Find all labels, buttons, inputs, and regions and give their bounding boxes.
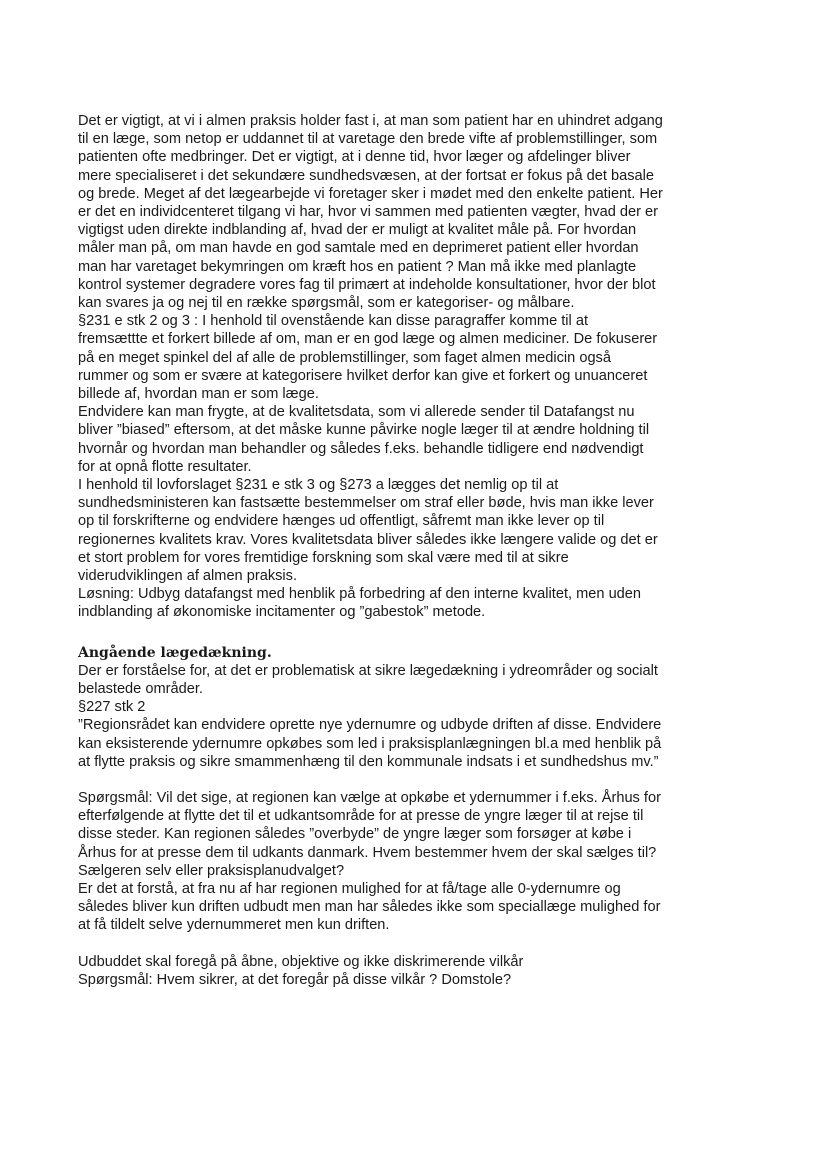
text-line: Spørgsmål: Hvem sikrer, at det foregår på disse vilkår ? Domstole?: [78, 971, 512, 988]
text-line: på en meget spinkel del af alle de problemstillinger, som faget almen medicin også: [78, 349, 611, 366]
text-line: måler man på, om man havde en god samtale med en deprimeret patient eller hvordan: [78, 240, 639, 257]
text-line: sundhedsministeren kan fastsætte bestemmelser om straf eller bøde, hvis man ikke lever: [78, 495, 654, 512]
text-line: således bliver kun driften udbudt men man har således ikke som speciallæge mulighed for: [78, 899, 661, 916]
text-line: regionernes kvalitets krav. Vores kvalitetsdata bliver således ikke længere valide og det er: [78, 531, 658, 548]
text-line: mere specialiseret i det sekundære sundhedsvæsen, at der fortsat er fokus på det basale: [78, 167, 654, 184]
text-line: Endvidere kan man frygte, at de kvalitetsdata, som vi allerede sender til Datafangst nu: [78, 404, 635, 421]
text-line: disse steder. Kan regionen således ”overbyde” de yngre læger som forsøger at købe i: [78, 826, 632, 843]
section-heading: Angående lægedækning.: [78, 644, 272, 661]
text-line: et stort problem for vores fremtidige forskning som skal være med til at sikre: [78, 549, 569, 566]
text-line: belastede områder.: [78, 680, 203, 697]
paragraph-gap: [78, 935, 778, 953]
text-line: ”Regionsrådet kan endvidere oprette nye ydernumre og udbyde driften af disse. Endvidere: [78, 717, 662, 734]
text-line: viderudviklingen af almen praksis.: [78, 568, 298, 585]
concern-paragraph: [78, 403, 778, 476]
document-page: [78, 112, 778, 989]
text-line: Udbuddet skal foregå på åbne, objektive og ikke diskrimerende vilkår: [78, 953, 524, 970]
text-line: kan svares ja og nej til en række spørgsmål, som er kategoriser- og målbare.: [78, 295, 575, 312]
text-line: Sælgeren selv eller praksisplanudvalget?: [78, 862, 345, 879]
text-line: §227 stk 2: [78, 699, 146, 716]
text-line: vigtigst uden direkte indblanding af, hvad der er muligt at kvalitet måle på. For hvordan: [78, 222, 637, 239]
text-line: Der er forståelse for, at det er problematisk at sikre lægedækning i ydreområder og socialt: [78, 662, 658, 679]
text-line: bliver ”biased” eftersom, at det måske kunne påvirke nogle læger til at ændre holdning til: [78, 422, 650, 439]
text-line: kan eksisterende ydernumre opkøbes som led i praksisplanlægningen bl.a med henblik på: [78, 735, 662, 752]
text-line: indblanding af økonomiske incitamenter og ”gabestok” metode.: [78, 604, 486, 621]
text-line: op til forskrifterne og endvidere hænges ud offentligt, såfremt man ikke lever op til: [78, 513, 605, 530]
text-line: hvornår og hvordan man behandler og således f.eks. behandle tidligere end nødvendigt: [78, 440, 644, 457]
text-line: rummer og som er svære at kategorisere hvilket derfor kan give et forkert og unuanceret: [78, 367, 648, 384]
text-line: patienten ofte medbringer. Det er vigtigt, at i denne tid, hvor læger og afdelinger bliver: [78, 149, 631, 166]
question-paragraph: [78, 789, 778, 935]
solution-paragraph: [78, 585, 778, 621]
text-line: I henhold til lovforslaget §231 e stk 3 og §273 a lægges det nemlig op til at: [78, 477, 559, 494]
text-line: §231 e stk 2 og 3 : I henhold til ovenstående kan disse paragraffer komme til at: [78, 313, 589, 330]
paragraph-gap: [78, 771, 778, 789]
text-line: er det en individcenteret tilgang vi har, hvor vi sammen med patienten vægter, hvad der er: [78, 204, 659, 221]
coverage-paragraph: [78, 662, 778, 771]
text-line: Løsning: Udbyg datafangst med henblik på forbedring af den interne kvalitet, men uden: [78, 586, 642, 603]
intro-paragraph: [78, 112, 778, 312]
text-line: fremsættte et forkert billede af om, man er en god læge og almen mediciner. De fokuserer: [78, 331, 658, 348]
text-line: at få tildelt selve ydernummeret men kun driften.: [78, 917, 390, 934]
text-line: Det er vigtigt, at vi i almen praksis holder fast i, at man som patient har en uhindret adgang: [78, 113, 663, 129]
text-line: for at opnå flotte resultater.: [78, 458, 252, 475]
text-line: Århus for at presse dem til udkants danmark. Hvem bestemmer hvem der skal sælges til?: [78, 844, 657, 861]
text-line: efterfølgende at flytte det til et udkantsområde for at presse de yngre læger til at rejse til: [78, 808, 644, 825]
text-line: billede af, hvordan man er som læge.: [78, 386, 319, 403]
text-line: Er det at forstå, at fra nu af har regionen mulighed for at få/tage alle 0-ydernumre og: [78, 880, 621, 897]
text-line: og brede. Meget af det lægearbejde vi foretager sker i mødet med den enkelte patient. Her: [78, 185, 663, 202]
text-line: til en læge, som netop er uddannet til at varetage den brede vifte af problemstillinger, som: [78, 131, 658, 148]
text-line: man har varetaget bekymringen om kræft hos en patient ? Man må ikke med planlagte: [78, 258, 637, 275]
paragraph-273: [78, 476, 778, 585]
tender-paragraph: [78, 953, 778, 989]
text-line: Spørgsmål: Vil det sige, at regionen kan vælge at opkøbe et ydernummer i f.eks. Århus for: [78, 789, 661, 806]
paragraph-231: [78, 312, 778, 403]
text-line: at flytte praksis og sikre smammenhæng til den kommunale indsats i et sundhedshus mv.”: [78, 753, 659, 770]
text-line: kontrol systemer degradere vores fag til primært at indeholde konsultationer, hvor der blot: [78, 276, 656, 293]
